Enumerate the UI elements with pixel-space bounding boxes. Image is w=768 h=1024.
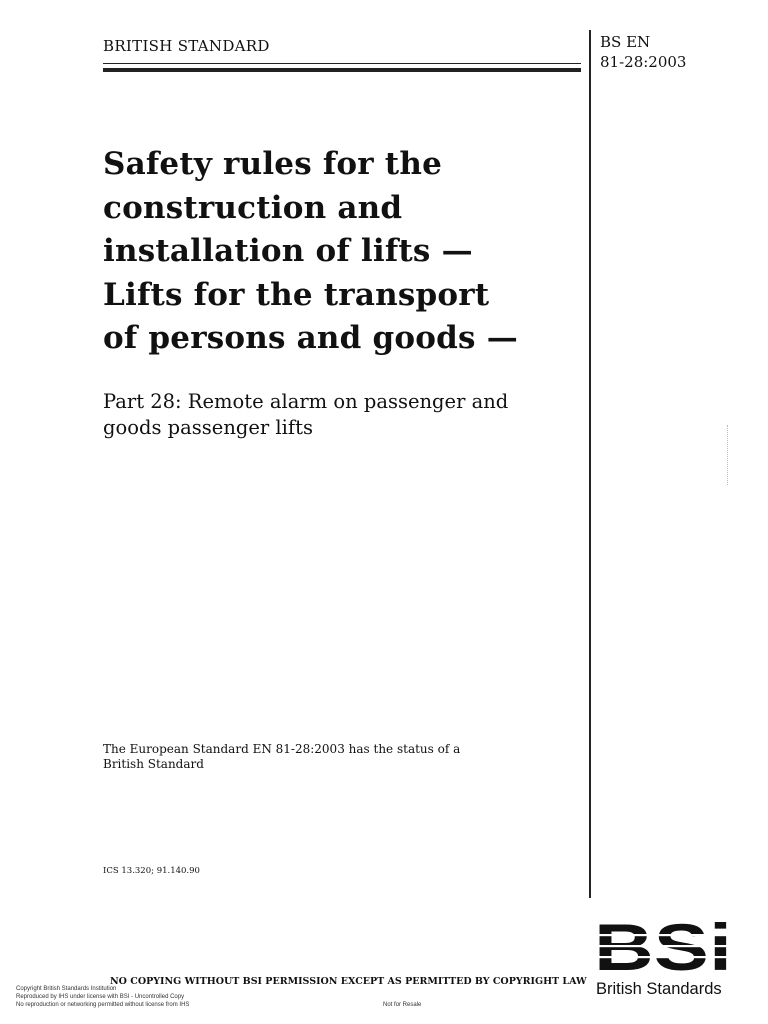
status-line-2: British Standard [103,757,204,771]
part-subtitle [103,389,583,441]
fine-print-line-2: Reproduced by IHS under license with BSI - Uncontrolled Copy [16,994,185,1000]
ics-code: ICS 13.320; 91.140.90 [103,866,200,876]
document-title [103,143,581,361]
bsi-logo [596,921,736,1001]
title-line: Lifts for the transport [103,276,490,313]
scan-artifact [727,425,729,485]
status-statement [103,742,503,772]
british-standards-brand: British Standards [596,980,722,998]
title-line: installation of lifts — [103,233,473,269]
document-type-label: BRITISH STANDARD [103,37,270,55]
status-line-1: The European Standard EN 81-28:2003 has the status of a [103,742,461,756]
standard-number [600,32,750,72]
license-fine-print [16,985,216,1009]
bsi-logo-mark [596,921,732,971]
not-for-resale-label: Not for Resale [383,1002,422,1008]
standard-number-line-1: BS EN [600,33,651,51]
title-line: of persons and goods — [103,320,518,356]
header-rule-thick [103,68,581,72]
header-rule-thin [103,63,581,64]
part-subtitle-line-2: goods passenger lifts [103,416,313,439]
fine-print-line-3: No reproduction or networking permitted without license from IHS [16,1002,190,1008]
vertical-divider [589,30,591,898]
title-line: construction and [103,189,403,226]
copyright-notice: NO COPYING WITHOUT BSI PERMISSION EXCEPT AS PERMITTED BY COPYRIGHT LAW [110,976,587,987]
part-subtitle-line-1: Part 28: Remote alarm on passenger and [103,390,509,413]
standard-number-line-2: 81-28:2003 [600,53,687,71]
title-line: Safety rules for the [103,146,442,182]
fine-print-line-1: Copyright British Standards Institution [16,986,117,992]
